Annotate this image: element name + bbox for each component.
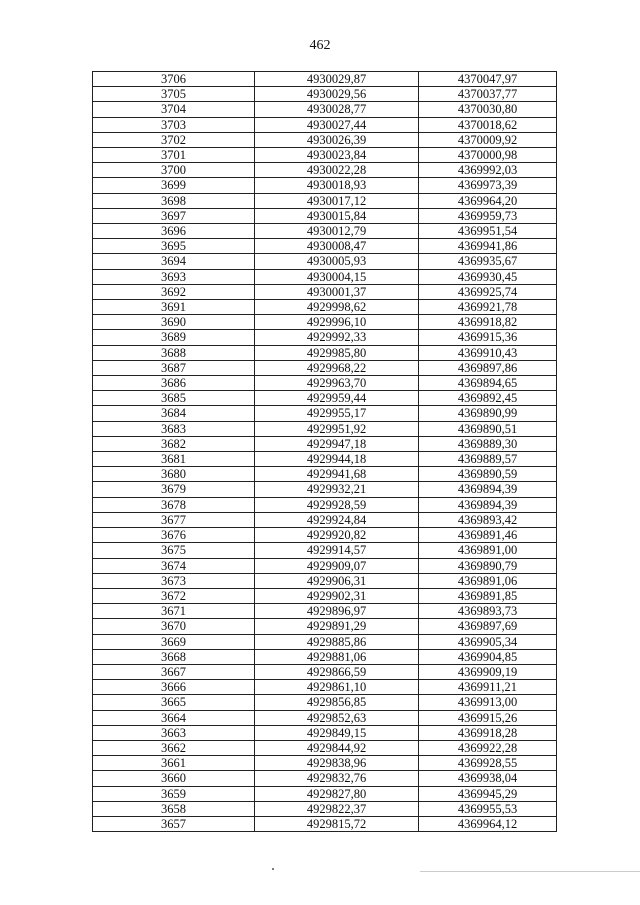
table-row	[93, 710, 557, 725]
table-row	[93, 740, 557, 755]
table-row	[93, 178, 557, 193]
point-number-cell: 3683	[93, 421, 255, 436]
point-number-cell: 3693	[93, 269, 255, 284]
x-coordinate-cell: 4929951,92	[255, 421, 419, 436]
y-coordinate-cell: 4370030,80	[419, 102, 557, 117]
point-number-cell: 3685	[93, 391, 255, 406]
x-coordinate-cell: 4930029,56	[255, 87, 419, 102]
point-number-cell: 3660	[93, 771, 255, 786]
y-coordinate-cell: 4369921,78	[419, 300, 557, 315]
point-number-cell: 3674	[93, 558, 255, 573]
table-row	[93, 801, 557, 816]
x-coordinate-cell: 4929852,63	[255, 710, 419, 725]
y-coordinate-cell: 4369897,86	[419, 360, 557, 375]
point-number-cell: 3666	[93, 680, 255, 695]
y-coordinate-cell: 4370009,92	[419, 132, 557, 147]
point-number-cell: 3673	[93, 573, 255, 588]
y-coordinate-cell: 4369930,45	[419, 269, 557, 284]
y-coordinate-cell: 4369992,03	[419, 163, 557, 178]
y-coordinate-cell: 4369915,26	[419, 710, 557, 725]
table-row	[93, 117, 557, 132]
table-row	[93, 816, 557, 831]
x-coordinate-cell: 4930012,79	[255, 224, 419, 239]
y-coordinate-cell: 4369941,86	[419, 239, 557, 254]
table-row	[93, 680, 557, 695]
y-coordinate-cell: 4369894,39	[419, 497, 557, 512]
x-coordinate-cell: 4929822,37	[255, 801, 419, 816]
table-row	[93, 452, 557, 467]
y-coordinate-cell: 4369922,28	[419, 740, 557, 755]
point-number-cell: 3686	[93, 376, 255, 391]
table-row	[93, 376, 557, 391]
y-coordinate-cell: 4369890,99	[419, 406, 557, 421]
y-coordinate-cell: 4369911,21	[419, 680, 557, 695]
y-coordinate-cell: 4369905,34	[419, 634, 557, 649]
y-coordinate-cell: 4369890,51	[419, 421, 557, 436]
table-row	[93, 604, 557, 619]
table-row	[93, 330, 557, 345]
x-coordinate-cell: 4929902,31	[255, 588, 419, 603]
y-coordinate-cell: 4369897,69	[419, 619, 557, 634]
table-row	[93, 148, 557, 163]
y-coordinate-cell: 4369959,73	[419, 208, 557, 223]
x-coordinate-cell: 4929968,22	[255, 360, 419, 375]
table-row	[93, 649, 557, 664]
x-coordinate-cell: 4930029,87	[255, 72, 419, 87]
table-row	[93, 360, 557, 375]
table-row	[93, 315, 557, 330]
x-coordinate-cell: 4929944,18	[255, 452, 419, 467]
x-coordinate-cell: 4929959,44	[255, 391, 419, 406]
x-coordinate-cell: 4929896,97	[255, 604, 419, 619]
x-coordinate-cell: 4929844,92	[255, 740, 419, 755]
point-number-cell: 3662	[93, 740, 255, 755]
table-row	[93, 239, 557, 254]
y-coordinate-cell: 4369935,67	[419, 254, 557, 269]
point-number-cell: 3663	[93, 725, 255, 740]
x-coordinate-cell: 4929932,21	[255, 482, 419, 497]
x-coordinate-cell: 4929928,59	[255, 497, 419, 512]
page-edge-line	[420, 871, 640, 872]
table-row	[93, 421, 557, 436]
table-row	[93, 543, 557, 558]
point-number-cell: 3658	[93, 801, 255, 816]
table-row	[93, 87, 557, 102]
point-number-cell: 3691	[93, 300, 255, 315]
table-row	[93, 482, 557, 497]
point-number-cell: 3678	[93, 497, 255, 512]
y-coordinate-cell: 4369918,28	[419, 725, 557, 740]
scan-speck	[272, 868, 274, 870]
x-coordinate-cell: 4929849,15	[255, 725, 419, 740]
point-number-cell: 3684	[93, 406, 255, 421]
table-row	[93, 497, 557, 512]
x-coordinate-cell: 4930008,47	[255, 239, 419, 254]
y-coordinate-cell: 4369891,46	[419, 528, 557, 543]
table-row	[93, 254, 557, 269]
y-coordinate-cell: 4369892,45	[419, 391, 557, 406]
point-number-cell: 3696	[93, 224, 255, 239]
y-coordinate-cell: 4369951,54	[419, 224, 557, 239]
table-row	[93, 132, 557, 147]
x-coordinate-cell: 4929924,84	[255, 512, 419, 527]
point-number-cell: 3705	[93, 87, 255, 102]
point-number-cell: 3698	[93, 193, 255, 208]
y-coordinate-cell: 4370000,98	[419, 148, 557, 163]
point-number-cell: 3665	[93, 695, 255, 710]
point-number-cell: 3699	[93, 178, 255, 193]
x-coordinate-cell: 4929992,33	[255, 330, 419, 345]
point-number-cell: 3688	[93, 345, 255, 360]
table-row	[93, 467, 557, 482]
y-coordinate-cell: 4369891,85	[419, 588, 557, 603]
table-row	[93, 786, 557, 801]
table-row	[93, 102, 557, 117]
table-row	[93, 72, 557, 87]
y-coordinate-cell: 4369894,65	[419, 376, 557, 391]
x-coordinate-cell: 4930017,12	[255, 193, 419, 208]
x-coordinate-cell: 4930001,37	[255, 284, 419, 299]
table-row	[93, 269, 557, 284]
point-number-cell: 3676	[93, 528, 255, 543]
x-coordinate-cell: 4929881,06	[255, 649, 419, 664]
x-coordinate-cell: 4929861,10	[255, 680, 419, 695]
x-coordinate-cell: 4929856,85	[255, 695, 419, 710]
point-number-cell: 3682	[93, 436, 255, 451]
y-coordinate-cell: 4370037,77	[419, 87, 557, 102]
y-coordinate-cell: 4369889,30	[419, 436, 557, 451]
y-coordinate-cell: 4369918,82	[419, 315, 557, 330]
x-coordinate-cell: 4930005,93	[255, 254, 419, 269]
coordinates-table-body	[93, 72, 557, 832]
table-row	[93, 436, 557, 451]
y-coordinate-cell: 4369890,59	[419, 467, 557, 482]
point-number-cell: 3694	[93, 254, 255, 269]
x-coordinate-cell: 4930004,15	[255, 269, 419, 284]
point-number-cell: 3700	[93, 163, 255, 178]
x-coordinate-cell: 4929891,29	[255, 619, 419, 634]
point-number-cell: 3671	[93, 604, 255, 619]
table-row	[93, 695, 557, 710]
y-coordinate-cell: 4369945,29	[419, 786, 557, 801]
point-number-cell: 3659	[93, 786, 255, 801]
x-coordinate-cell: 4929815,72	[255, 816, 419, 831]
table-row	[93, 756, 557, 771]
table-row	[93, 725, 557, 740]
x-coordinate-cell: 4929832,76	[255, 771, 419, 786]
y-coordinate-cell: 4369913,00	[419, 695, 557, 710]
point-number-cell: 3689	[93, 330, 255, 345]
point-number-cell: 3690	[93, 315, 255, 330]
point-number-cell: 3677	[93, 512, 255, 527]
y-coordinate-cell: 4370047,97	[419, 72, 557, 87]
y-coordinate-cell: 4369925,74	[419, 284, 557, 299]
y-coordinate-cell: 4369891,00	[419, 543, 557, 558]
point-number-cell: 3680	[93, 467, 255, 482]
x-coordinate-cell: 4929906,31	[255, 573, 419, 588]
table-row	[93, 588, 557, 603]
point-number-cell: 3692	[93, 284, 255, 299]
table-row	[93, 512, 557, 527]
point-number-cell: 3681	[93, 452, 255, 467]
y-coordinate-cell: 4369893,73	[419, 604, 557, 619]
table-row	[93, 558, 557, 573]
table-row	[93, 771, 557, 786]
table-row	[93, 573, 557, 588]
x-coordinate-cell: 4929947,18	[255, 436, 419, 451]
point-number-cell: 3670	[93, 619, 255, 634]
table-row	[93, 345, 557, 360]
x-coordinate-cell: 4929909,07	[255, 558, 419, 573]
table-row	[93, 163, 557, 178]
x-coordinate-cell: 4929827,80	[255, 786, 419, 801]
table-row	[93, 528, 557, 543]
x-coordinate-cell: 4929985,80	[255, 345, 419, 360]
x-coordinate-cell: 4930028,77	[255, 102, 419, 117]
table-row	[93, 391, 557, 406]
table-row	[93, 300, 557, 315]
x-coordinate-cell: 4930023,84	[255, 148, 419, 163]
table-row	[93, 208, 557, 223]
point-number-cell: 3657	[93, 816, 255, 831]
table-row	[93, 193, 557, 208]
point-number-cell: 3687	[93, 360, 255, 375]
y-coordinate-cell: 4369890,79	[419, 558, 557, 573]
y-coordinate-cell: 4369894,39	[419, 482, 557, 497]
table-row	[93, 664, 557, 679]
y-coordinate-cell: 4370018,62	[419, 117, 557, 132]
point-number-cell: 3679	[93, 482, 255, 497]
y-coordinate-cell: 4369964,20	[419, 193, 557, 208]
y-coordinate-cell: 4369955,53	[419, 801, 557, 816]
x-coordinate-cell: 4929866,59	[255, 664, 419, 679]
point-number-cell: 3703	[93, 117, 255, 132]
x-coordinate-cell: 4929920,82	[255, 528, 419, 543]
x-coordinate-cell: 4929885,86	[255, 634, 419, 649]
x-coordinate-cell: 4930027,44	[255, 117, 419, 132]
x-coordinate-cell: 4929996,10	[255, 315, 419, 330]
x-coordinate-cell: 4929955,17	[255, 406, 419, 421]
table-row	[93, 634, 557, 649]
table-row	[93, 284, 557, 299]
y-coordinate-cell: 4369928,55	[419, 756, 557, 771]
point-number-cell: 3701	[93, 148, 255, 163]
y-coordinate-cell: 4369909,19	[419, 664, 557, 679]
point-number-cell: 3697	[93, 208, 255, 223]
point-number-cell: 3668	[93, 649, 255, 664]
y-coordinate-cell: 4369910,43	[419, 345, 557, 360]
coordinates-table	[92, 71, 557, 832]
y-coordinate-cell: 4369915,36	[419, 330, 557, 345]
x-coordinate-cell: 4930022,28	[255, 163, 419, 178]
x-coordinate-cell: 4930018,93	[255, 178, 419, 193]
y-coordinate-cell: 4369973,39	[419, 178, 557, 193]
x-coordinate-cell: 4929914,57	[255, 543, 419, 558]
y-coordinate-cell: 4369893,42	[419, 512, 557, 527]
table-row	[93, 224, 557, 239]
point-number-cell: 3667	[93, 664, 255, 679]
y-coordinate-cell: 4369904,85	[419, 649, 557, 664]
y-coordinate-cell: 4369891,06	[419, 573, 557, 588]
y-coordinate-cell: 4369938,04	[419, 771, 557, 786]
x-coordinate-cell: 4930015,84	[255, 208, 419, 223]
table-row	[93, 619, 557, 634]
x-coordinate-cell: 4929838,96	[255, 756, 419, 771]
y-coordinate-cell: 4369964,12	[419, 816, 557, 831]
point-number-cell: 3704	[93, 102, 255, 117]
x-coordinate-cell: 4929963,70	[255, 376, 419, 391]
point-number-cell: 3702	[93, 132, 255, 147]
point-number-cell: 3706	[93, 72, 255, 87]
x-coordinate-cell: 4929941,68	[255, 467, 419, 482]
point-number-cell: 3675	[93, 543, 255, 558]
point-number-cell: 3672	[93, 588, 255, 603]
point-number-cell: 3695	[93, 239, 255, 254]
y-coordinate-cell: 4369889,57	[419, 452, 557, 467]
table-row	[93, 406, 557, 421]
point-number-cell: 3661	[93, 756, 255, 771]
x-coordinate-cell: 4930026,39	[255, 132, 419, 147]
x-coordinate-cell: 4929998,62	[255, 300, 419, 315]
point-number-cell: 3669	[93, 634, 255, 649]
page-number: 462	[309, 38, 331, 53]
point-number-cell: 3664	[93, 710, 255, 725]
